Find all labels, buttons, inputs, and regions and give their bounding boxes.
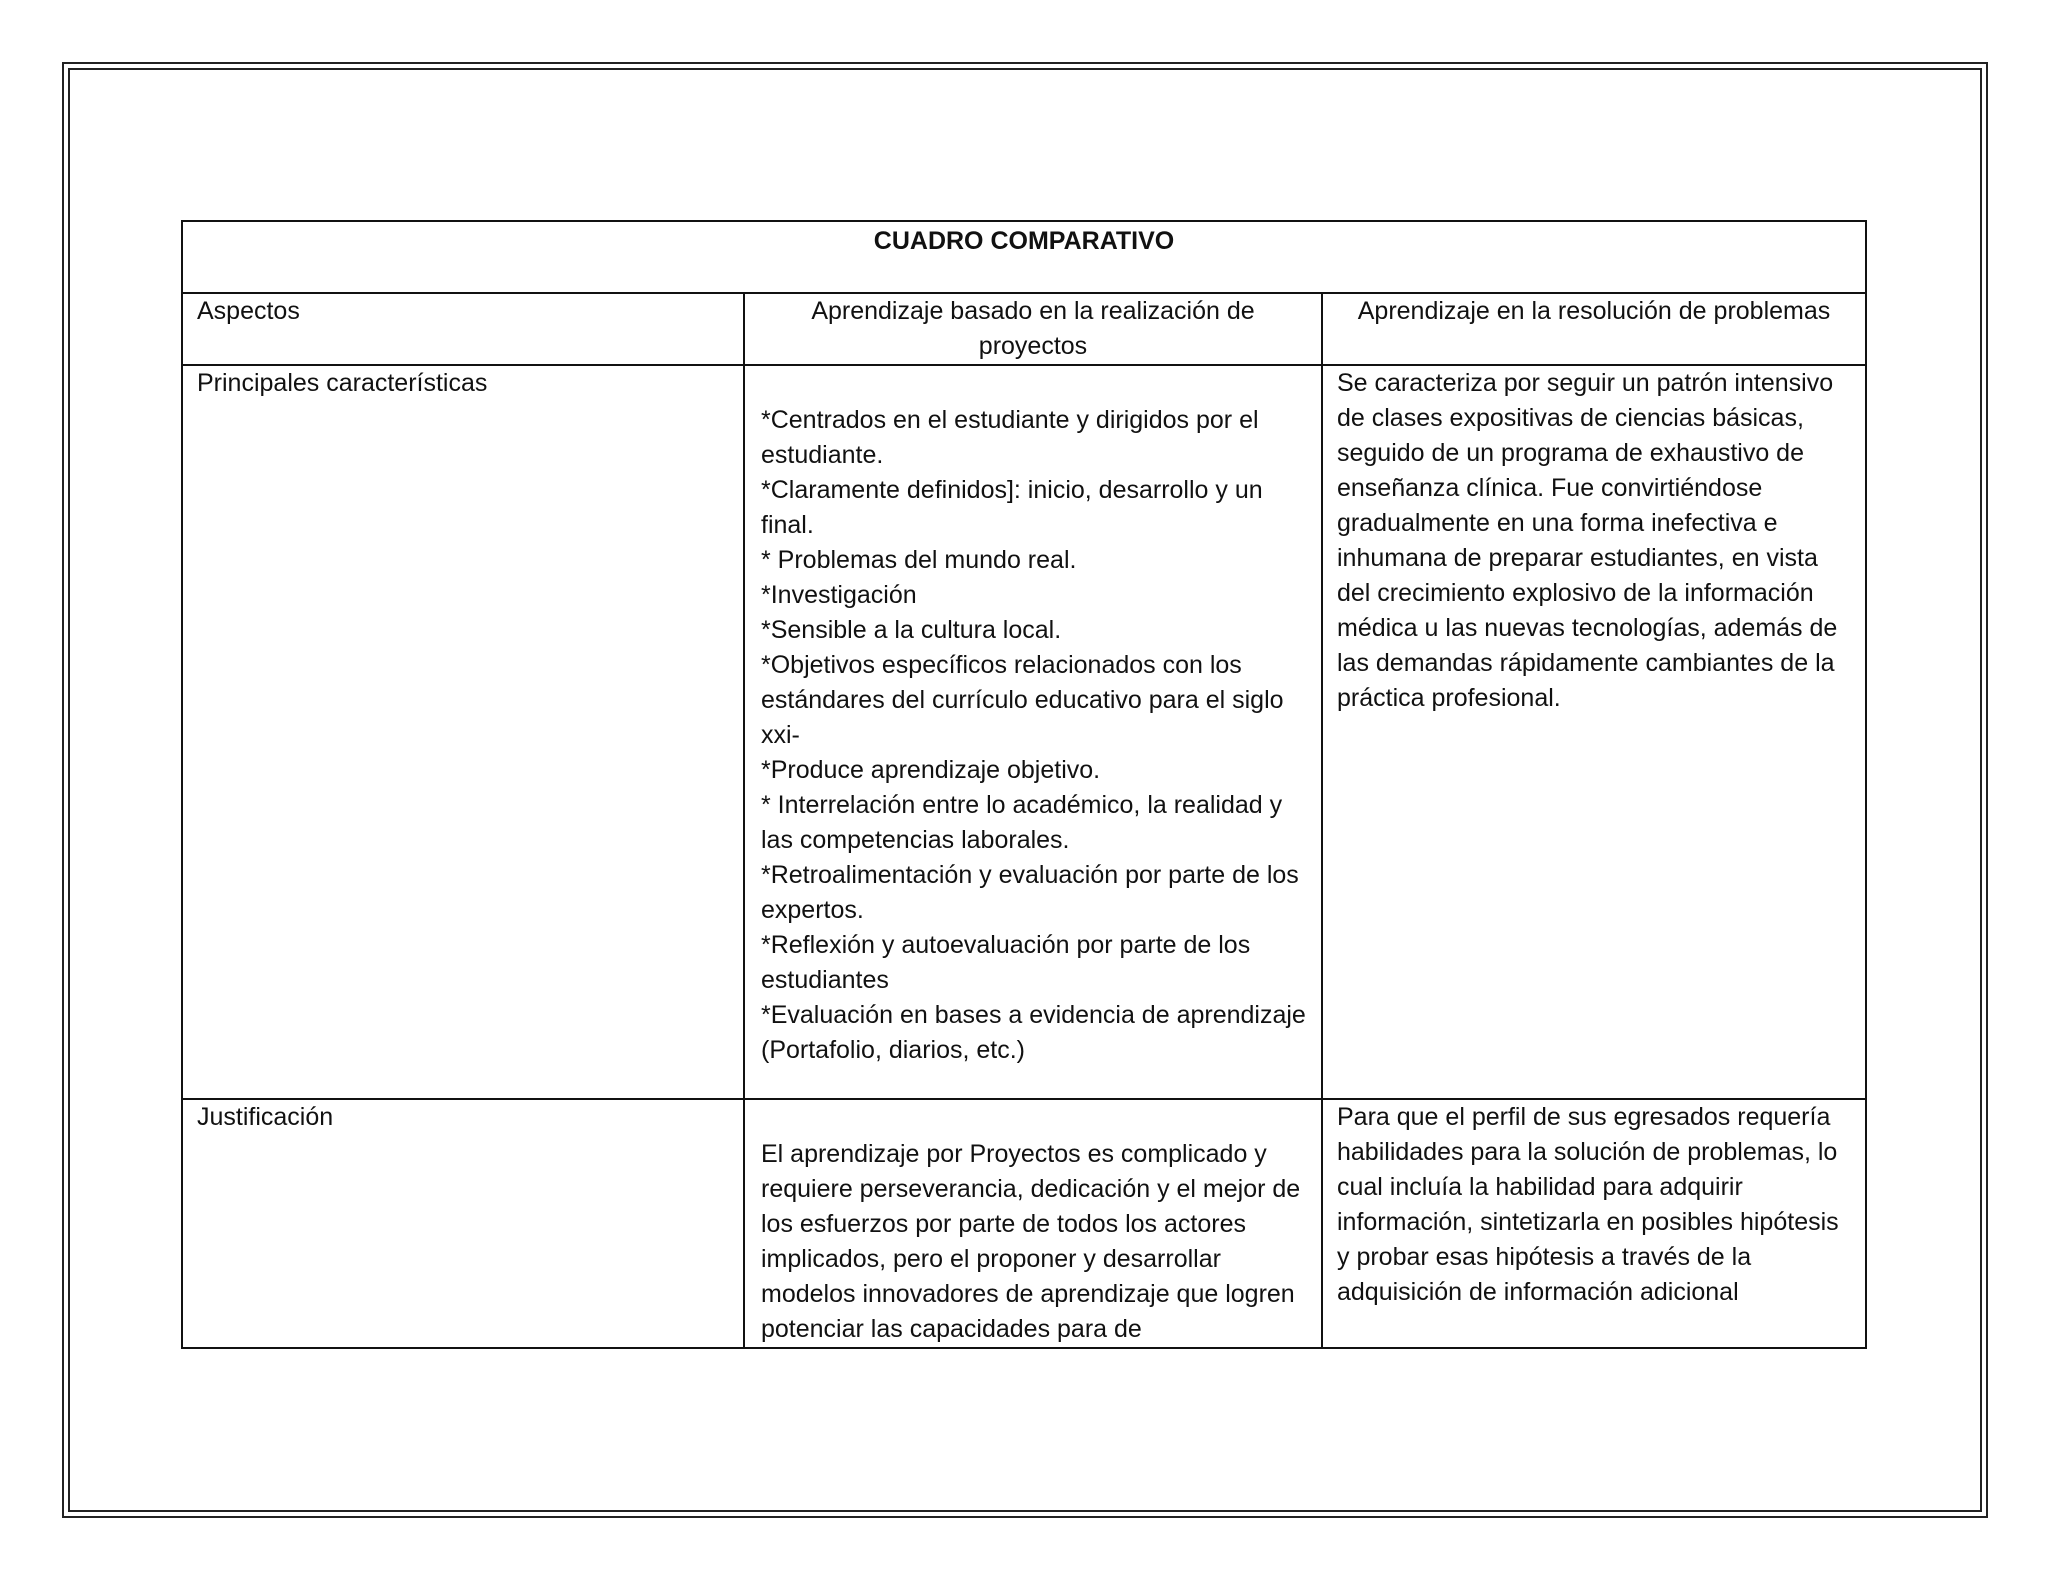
row-projects-characteristics: *Centrados en el estudiante y dirigidos por el estudiante. *Claramente definidos]: inicio, desarrollo y un final. * Problemas del mundo real. *Investigación *Sensible a la cultura local. *Objetivos específicos relacionados con los estándares del currículo educativo para el siglo xxi- *Produce aprendizaje objetivo. * Interrelación entre lo académico, la realidad y las competencias laborales. *Retroalimentación y evaluación por parte de los expertos. *Reflexión y autoevaluación por parte de los estudiantes *Evaluación en bases a evidencia de aprendizaje (Portafolio, diarios, etc.) [744, 365, 1322, 1099]
row-problems-characteristics: Se caracteriza por seguir un patrón intensivo de clases expositivas de ciencias básicas, seguido de un programa de exhaustivo de enseñanza clínica. Fue convirtiéndose gradualmente en una forma inefectiva e inhumana de preparar estudiantes, en vista del crecimiento explosivo de la información médica u las nuevas tecnologías, además de las demandas rápidamente cambiantes de la práctica profesional. [1322, 365, 1866, 1099]
table-title-row [182, 221, 1866, 293]
table-row [182, 365, 1866, 1099]
header-aspect: Aspectos [182, 293, 744, 365]
comparison-table [181, 220, 1867, 1349]
table-row [182, 1099, 1866, 1348]
table-title: CUADRO COMPARATIVO [182, 221, 1866, 293]
row-projects-justification: El aprendizaje por Proyectos es complicado y requiere perseverancia, dedicación y el mejor de los esfuerzos por parte de todos los actores implicados, pero el proponer y desarrollar modelos innovadores de aprendizaje que logren potenciar las capacidades para de [744, 1099, 1322, 1348]
row-problems-justification: Para que el perfil de sus egresados requería habilidades para la solución de problemas, lo cual incluía la habilidad para adquirir información, sintetizarla en posibles hipótesis y probar esas hipótesis a través de la adquisición de información adicional [1322, 1099, 1866, 1348]
row-aspect-characteristics: Principales características [182, 365, 744, 1099]
row-aspect-justification: Justificación [182, 1099, 744, 1348]
header-problems: Aprendizaje en la resolución de problemas [1322, 293, 1866, 365]
table-header-row [182, 293, 1866, 365]
header-projects: Aprendizaje basado en la realización de proyectos [744, 293, 1322, 365]
